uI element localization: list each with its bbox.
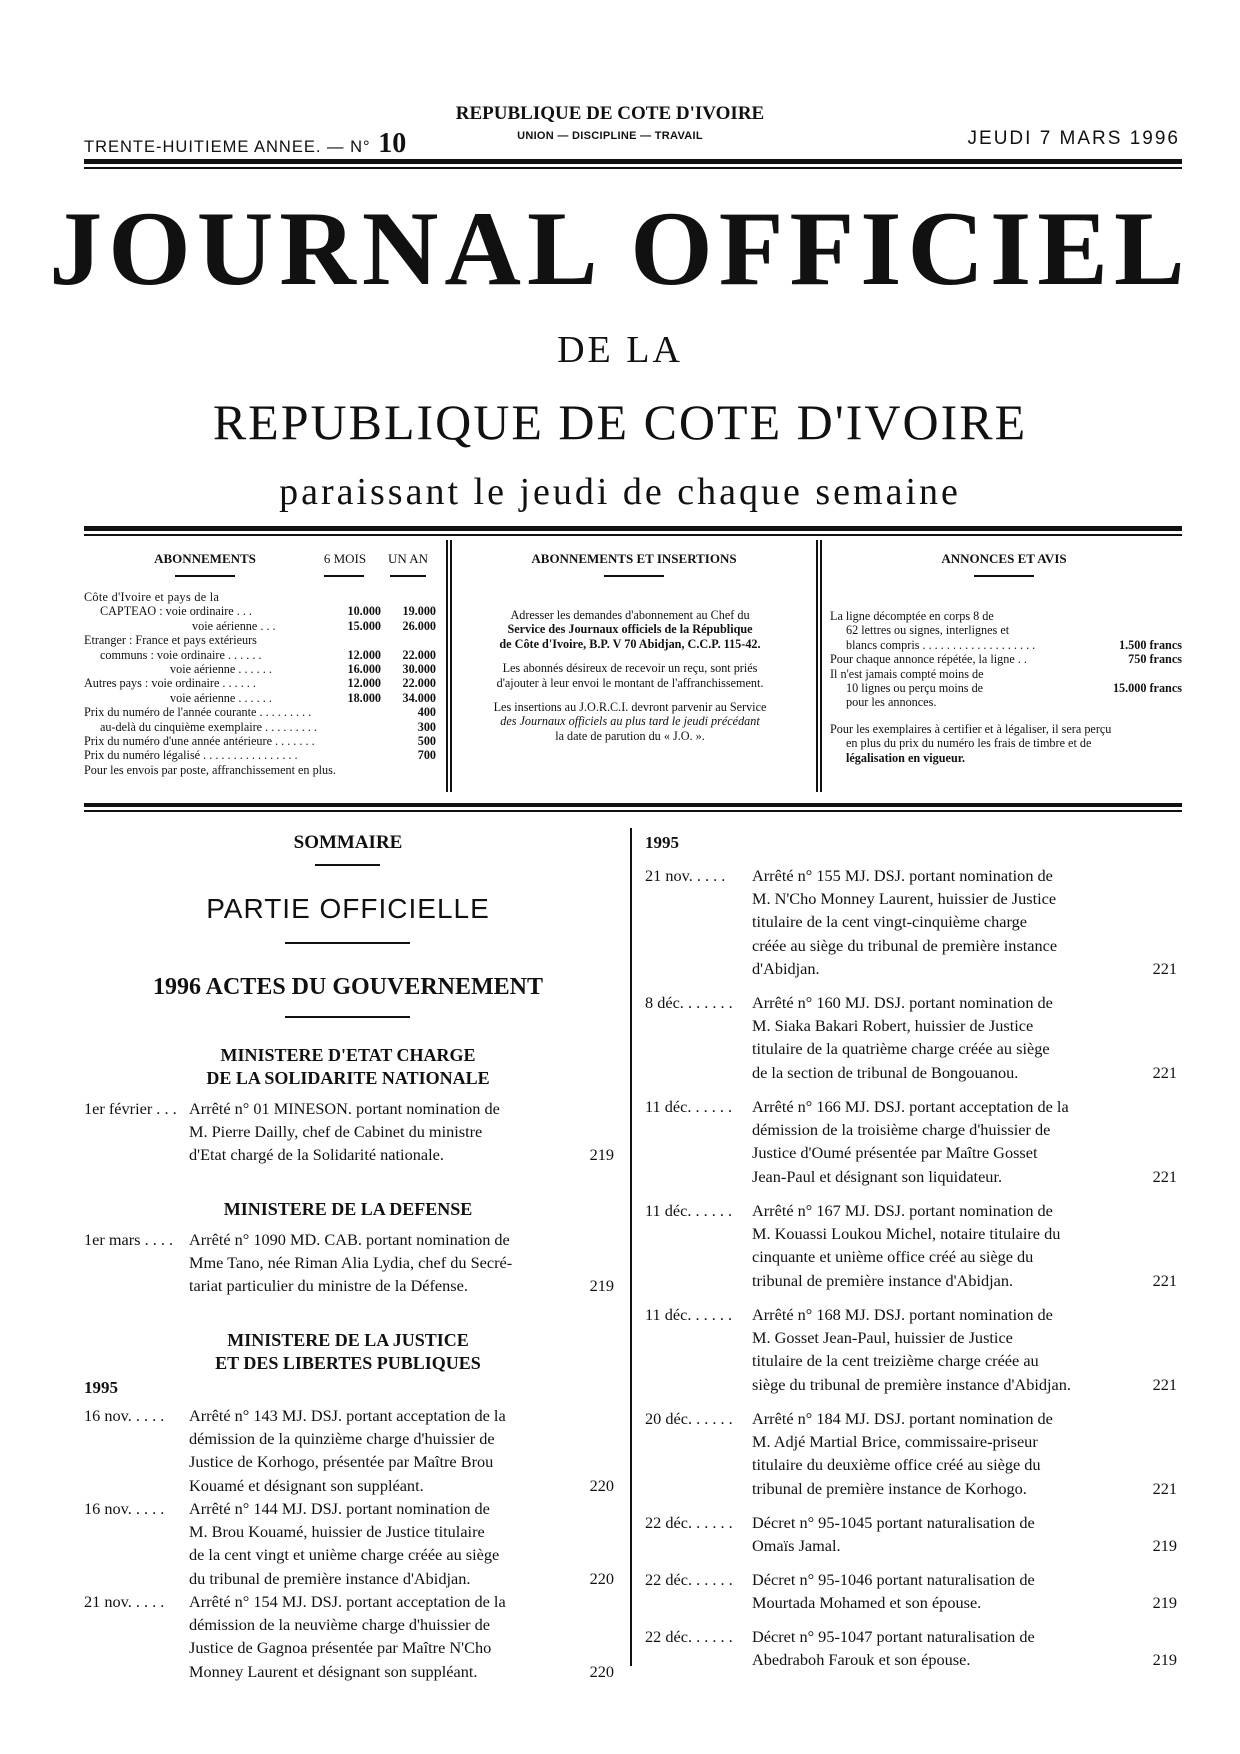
sub-row-label: voie aérienne . . . . . . xyxy=(170,690,272,705)
sub-row-6mois: 12.000 xyxy=(347,647,381,662)
toc-title-line: Omaïs Jamal. xyxy=(752,1536,841,1556)
underline xyxy=(324,575,364,577)
toc-title-line: titulaire de la cent treizième charge créée au xyxy=(752,1351,1039,1371)
inserts-line: d'ajouter à leur envoi le montant de l'affranchissement. xyxy=(496,675,764,690)
toc-page: 219 xyxy=(1152,1650,1177,1670)
price-value: 500 xyxy=(417,734,436,749)
toc-entry xyxy=(645,864,1177,980)
toc-page: 221 xyxy=(1152,958,1177,978)
sub-row-unan: 30.000 xyxy=(402,662,436,677)
toc-title-line: M. Adjé Martial Brice, commissaire-priseur xyxy=(752,1432,1038,1452)
price-value: 700 xyxy=(417,748,436,763)
toc-title-line: Justice d'Oumé présentée par Maître Gosset xyxy=(752,1143,1038,1163)
price-row xyxy=(84,748,436,762)
sub-row-label: Côte d'Ivoire et pays de la xyxy=(84,590,220,604)
inserts-line: Adresser les demandes d'abonnement au Chef du xyxy=(510,608,750,622)
toc-title-line: Jean-Paul et désignant son liquidateur. xyxy=(752,1166,1003,1186)
sub-row-unan: 26.000 xyxy=(402,618,436,633)
toc-title-line: M. Brou Kouamé, huissier de Justice titulaire xyxy=(189,1522,485,1542)
box-divider xyxy=(450,540,452,792)
inserts-line: Les abonnés désireux de recevoir un reçu, sont priés xyxy=(502,661,758,676)
toc-title-line: d'Abidjan. xyxy=(752,958,820,978)
year-label: 1995 xyxy=(84,1378,118,1397)
toc-page: 220 xyxy=(589,1475,614,1495)
annonces-line: Pour chaque annonce répétée, la ligne . . xyxy=(830,652,1027,667)
sub-row-unan: 19.000 xyxy=(402,604,436,619)
underline xyxy=(604,575,664,577)
toc-date: 8 déc. . . . . . . xyxy=(645,993,733,1012)
price-label: au-delà du cinquième exemplaire . . . . . . . . . xyxy=(100,719,317,734)
box-divider xyxy=(446,540,448,792)
annonces-row xyxy=(830,638,1182,652)
underline xyxy=(390,575,426,577)
toc-title-line: cinquante et unième office créé au siège du xyxy=(752,1247,1034,1267)
sub-row-label: CAPTEAO : voie ordinaire . . . xyxy=(100,604,252,619)
toc-date: 1er mars . . . . xyxy=(84,1230,174,1249)
annonces-line: pour les annonces. xyxy=(846,695,937,710)
col-un-an: UN AN xyxy=(387,551,429,566)
toc-page: 219 xyxy=(1152,1536,1177,1556)
toc-page: 221 xyxy=(1152,1062,1177,1082)
toc-title-line: M. N'Cho Monney Laurent, huissier de Justice xyxy=(752,889,1057,909)
toc-page: 219 xyxy=(589,1145,614,1165)
toc-title-line: Abedraboh Farouk et son épouse. xyxy=(752,1650,971,1670)
toc-title-line: Décret n° 95-1046 portant naturalisation de xyxy=(752,1570,1035,1589)
masthead-title: JOURNAL OFFICIEL xyxy=(49,190,1191,307)
col-6-mois: 6 MOIS xyxy=(323,551,367,566)
toc-date: 16 nov. . . . . xyxy=(84,1499,165,1518)
toc-title-line: tribunal de première instance d'Abidjan. xyxy=(752,1270,1014,1290)
sub-row xyxy=(84,662,436,676)
sub-row xyxy=(84,604,436,618)
toc-title-line: Monney Laurent et désignant son suppléant. xyxy=(189,1661,478,1681)
annonces-row xyxy=(830,681,1182,695)
toc-title-line: M. Pierre Dailly, chef de Cabinet du ministre xyxy=(189,1122,483,1142)
toc-date: 1er février . . . xyxy=(84,1099,177,1118)
sommaire-title: SOMMAIRE xyxy=(293,832,403,853)
issue-date: JEUDI 7 MARS 1996 xyxy=(967,128,1180,149)
toc-entry xyxy=(645,1407,1177,1500)
annonces-row xyxy=(830,652,1182,666)
partie-officielle: PARTIE OFFICIELLE xyxy=(206,893,490,924)
sub-row xyxy=(84,648,436,662)
toc-title-line: Justice de Gagnoa présentée par Maître N'Cho xyxy=(189,1638,492,1658)
toc-entry xyxy=(645,1568,1177,1614)
toc-page: 219 xyxy=(589,1276,614,1296)
price-row xyxy=(84,705,436,719)
underline xyxy=(285,942,410,944)
sub-row-6mois: 16.000 xyxy=(347,662,381,677)
toc-title-line: Arrêté n° 166 MJ. DSJ. portant acceptation de la xyxy=(752,1097,1069,1116)
toc-page: 219 xyxy=(1152,1593,1177,1613)
header-motto: UNION — DISCIPLINE — TRAVAIL xyxy=(517,130,703,142)
sub-row xyxy=(84,676,436,690)
toc-date: 16 nov. . . . . xyxy=(84,1406,165,1425)
annonces-line: légalisation en vigueur. xyxy=(846,750,966,765)
ministry-heading: DE LA SOLIDARITE NATIONALE xyxy=(206,1068,490,1088)
toc-title-line: Arrêté n° 01 MINESON. portant nomination de xyxy=(189,1099,500,1118)
ministry-heading: MINISTERE DE LA DEFENSE xyxy=(223,1199,473,1219)
toc-title-line: Mme Tano, née Riman Alia Lydia, chef du Secré- xyxy=(189,1253,513,1273)
inserts-line: des Journaux officiels au plus tard le jeudi précédant xyxy=(500,714,760,729)
sub-row xyxy=(84,590,436,604)
inserts-text xyxy=(460,608,800,743)
toc-page: 221 xyxy=(1152,1270,1177,1290)
column-divider xyxy=(630,828,632,1666)
inserts-line: Les insertions au J.O.R.C.I. devront parvenir au Service xyxy=(493,700,767,715)
toc-title-line: siège du tribunal de première instance d'Abidjan. xyxy=(752,1374,1071,1394)
sub-row xyxy=(84,619,436,633)
inserts-line: la date de parution du « J.O. ». xyxy=(555,728,705,743)
box-rule-thin xyxy=(84,810,1182,812)
sub-row-label: Etranger : France et pays extérieurs xyxy=(84,633,257,648)
masthead-republic: REPUBLIQUE DE COTE D'IVOIRE xyxy=(212,394,1028,450)
year-label: 1995 xyxy=(645,833,679,852)
toc-title-line: Mourtada Mohamed et son épouse. xyxy=(752,1593,982,1613)
issue-number: 10 xyxy=(378,128,407,159)
annonces-line: en plus du prix du numéro les frais de timbre et de xyxy=(846,736,1092,751)
toc-entry xyxy=(84,1097,614,1167)
sub-row xyxy=(84,633,436,647)
toc-entry xyxy=(645,1095,1177,1188)
sub-row-label: Autres pays : voie ordinaire . . . . . . xyxy=(84,676,256,691)
annonces-line: 62 lettres ou signes, interlignes et xyxy=(846,623,1010,638)
toc-title-line: Arrêté n° 143 MJ. DSJ. portant acceptation de la xyxy=(189,1406,506,1425)
inserts-line: Service des Journaux officiels de la République xyxy=(507,622,753,637)
box-divider xyxy=(816,540,818,792)
toc-page: 221 xyxy=(1152,1166,1177,1186)
sub-row-6mois: 18.000 xyxy=(347,690,381,705)
toc-title-line: démission de la quinzième charge d'huissier de xyxy=(189,1429,495,1449)
sub-row-label: voie aérienne . . . xyxy=(192,618,276,633)
toc-date: 20 déc. . . . . . xyxy=(645,1409,733,1428)
toc-page: 221 xyxy=(1152,1478,1177,1498)
toc-title-line: Arrêté n° 1090 MD. CAB. portant nomination de xyxy=(189,1230,510,1249)
toc-title-line: titulaire de la quatrième charge créée au siège xyxy=(752,1039,1050,1059)
ministry-heading: ET DES LIBERTES PUBLIQUES xyxy=(215,1353,481,1373)
underline xyxy=(974,575,1034,577)
toc-title-line: Arrêté n° 184 MJ. DSJ. portant nomination de xyxy=(752,1409,1053,1428)
header-rule-thick xyxy=(84,159,1182,164)
toc-date: 22 déc. . . . . . xyxy=(645,1570,733,1589)
underline xyxy=(315,864,380,866)
underline xyxy=(285,1016,410,1018)
toc-page: 220 xyxy=(589,1661,614,1681)
sub-row-unan: 22.000 xyxy=(402,647,436,662)
toc-title-line: Décret n° 95-1045 portant naturalisation de xyxy=(752,1513,1035,1532)
sub-row-label: communs : voie ordinaire . . . . . . xyxy=(100,647,262,662)
annonces-value: 1.500 francs xyxy=(1119,637,1182,652)
box-divider xyxy=(820,540,822,792)
sub-row-unan: 22.000 xyxy=(402,676,436,691)
toc-title-line: titulaire du deuxième office créé au siège du xyxy=(752,1455,1041,1475)
toc-title-line: Arrêté n° 144 MJ. DSJ. portant nomination de xyxy=(189,1499,490,1518)
toc-title-line: Décret n° 95-1047 portant naturalisation de xyxy=(752,1627,1035,1646)
toc-date: 11 déc. . . . . . xyxy=(645,1097,733,1116)
inserts-title: ABONNEMENTS ET INSERTIONS xyxy=(531,551,737,566)
toc-title-line: Arrêté n° 160 MJ. DSJ. portant nomination de xyxy=(752,993,1053,1012)
issue-year xyxy=(84,128,406,160)
annonces-text xyxy=(830,609,1182,765)
toc-entry xyxy=(84,1404,614,1497)
price-value: 300 xyxy=(417,719,436,734)
toc-title-line: Kouamé et désignant son suppléant. xyxy=(189,1475,424,1495)
sub-row-6mois: 12.000 xyxy=(347,676,381,691)
toc-title-line: de la cent vingt et unième charge créée au siège xyxy=(189,1545,500,1565)
price-label: Prix du numéro d'une année antérieure . . . . . . . xyxy=(84,734,315,749)
toc-date: 22 déc. . . . . . xyxy=(645,1627,733,1646)
price-row xyxy=(84,763,436,777)
annonces-line: blancs compris . . . . . . . . . . . . . . . . . . . xyxy=(846,637,1036,652)
subscriptions-table xyxy=(84,590,436,777)
toc-entry xyxy=(645,1199,1177,1292)
toc-page: 220 xyxy=(589,1568,614,1588)
toc-title-line: démission de la neuvième charge d'huissier de xyxy=(189,1615,491,1635)
underline xyxy=(175,575,235,577)
box-rule-thick xyxy=(84,803,1182,807)
toc-entry xyxy=(645,1303,1177,1396)
toc-title-line: Justice de Korhogo, présentée par Maître Brou xyxy=(189,1452,494,1472)
toc-title-line: Arrêté n° 154 MJ. DSJ. portant acceptation de la xyxy=(189,1592,506,1611)
ministry-heading: MINISTERE DE LA JUSTICE xyxy=(227,1330,469,1350)
sub-row-6mois: 10.000 xyxy=(347,604,381,619)
toc-entry xyxy=(645,1625,1177,1671)
toc-title-line: démission de la troisième charge d'huissier de xyxy=(752,1120,1051,1140)
toc-date: 21 nov. . . . . xyxy=(645,866,726,885)
toc-page: 221 xyxy=(1152,1374,1177,1394)
toc-date: 11 déc. . . . . . xyxy=(645,1201,733,1220)
masthead-rule-thin xyxy=(84,534,1182,536)
issue-year-label: TRENTE-HUITIEME ANNEE. — N° xyxy=(84,138,371,156)
toc-title-line: titulaire de la cent vingt-cinquième charge xyxy=(752,912,1028,932)
inserts-line: de Côte d'Ivoire, B.P. V 70 Abidjan, C.C.P. 115-42. xyxy=(499,636,761,651)
sub-row-label: voie aérienne . . . . . . xyxy=(170,662,272,677)
price-label: Prix du numéro légalisé . . . . . . . . . . . . . . . . xyxy=(84,748,298,763)
ministry-heading: MINISTERE D'ETAT CHARGE xyxy=(220,1045,476,1065)
actes-heading: 1996 ACTES DU GOUVERNEMENT xyxy=(152,974,544,1000)
sub-row-6mois: 15.000 xyxy=(347,618,381,633)
annonces-line: Pour les exemplaires à certifier et à légaliser, il sera perçu xyxy=(830,721,1112,736)
toc-title-line: créée au siège du tribunal de première instance xyxy=(752,935,1058,955)
toc-entry xyxy=(84,1497,614,1590)
toc-date: 22 déc. . . . . . xyxy=(645,1513,733,1532)
annonces-line: La ligne décomptée en corps 8 de xyxy=(830,609,994,623)
toc-title-line: M. Siaka Bakari Robert, huissier de Justice xyxy=(752,1016,1034,1036)
toc-title-line: tribunal de première instance de Korhogo. xyxy=(752,1478,1027,1498)
toc-date: 11 déc. . . . . . xyxy=(645,1305,733,1324)
price-value: 400 xyxy=(417,705,436,720)
toc-title-line: du tribunal de première instance d'Abidjan. xyxy=(189,1568,471,1588)
subscriptions-title: ABONNEMENTS xyxy=(154,551,256,566)
price-row xyxy=(84,734,436,748)
header-country: REPUBLIQUE DE COTE D'IVOIRE xyxy=(455,103,765,124)
toc-title-line: Arrêté n° 168 MJ. DSJ. portant nomination de xyxy=(752,1305,1053,1324)
toc-title-line: Arrêté n° 167 MJ. DSJ. portant nomination de xyxy=(752,1201,1053,1220)
toc-title-line: M. Gosset Jean-Paul, huissier de Justice xyxy=(752,1328,1013,1348)
masthead-rule-thick xyxy=(84,526,1182,531)
masthead-frequency: paraissant le jeudi de chaque semaine xyxy=(279,471,961,513)
price-label: Pour les envois par poste, affranchissement en plus. xyxy=(84,762,336,777)
sub-row xyxy=(84,691,436,705)
toc-entry xyxy=(84,1228,614,1298)
toc-title-line: d'Etat chargé de la Solidarité nationale. xyxy=(189,1145,444,1165)
annonces-line: 10 lignes ou perçu moins de xyxy=(846,681,984,696)
toc-entry xyxy=(645,991,1177,1084)
annonces-line: Il n'est jamais compté moins de xyxy=(830,666,984,681)
annonces-title: ANNONCES ET AVIS xyxy=(941,551,1067,566)
sub-row-unan: 34.000 xyxy=(402,690,436,705)
toc-title-line: de la section de tribunal de Bongouanou. xyxy=(752,1062,1019,1082)
annonces-value: 15.000 francs xyxy=(1112,681,1182,696)
header-rule-thin xyxy=(84,167,1182,169)
toc-title-line: M. Kouassi Loukou Michel, notaire titulaire du xyxy=(752,1224,1061,1244)
masthead-de-la: DE LA xyxy=(557,329,683,371)
toc-title-line: tariat particulier du ministre de la Défense. xyxy=(189,1276,468,1296)
toc-date: 21 nov. . . . . xyxy=(84,1592,165,1611)
toc-title-line: Arrêté n° 155 MJ. DSJ. portant nomination de xyxy=(752,866,1053,885)
toc-entry xyxy=(84,1590,614,1683)
annonces-value: 750 francs xyxy=(1128,652,1182,667)
price-label: Prix du numéro de l'année courante . . . . . . . . . xyxy=(84,705,312,720)
price-row xyxy=(84,720,436,734)
toc-entry xyxy=(645,1511,1177,1557)
